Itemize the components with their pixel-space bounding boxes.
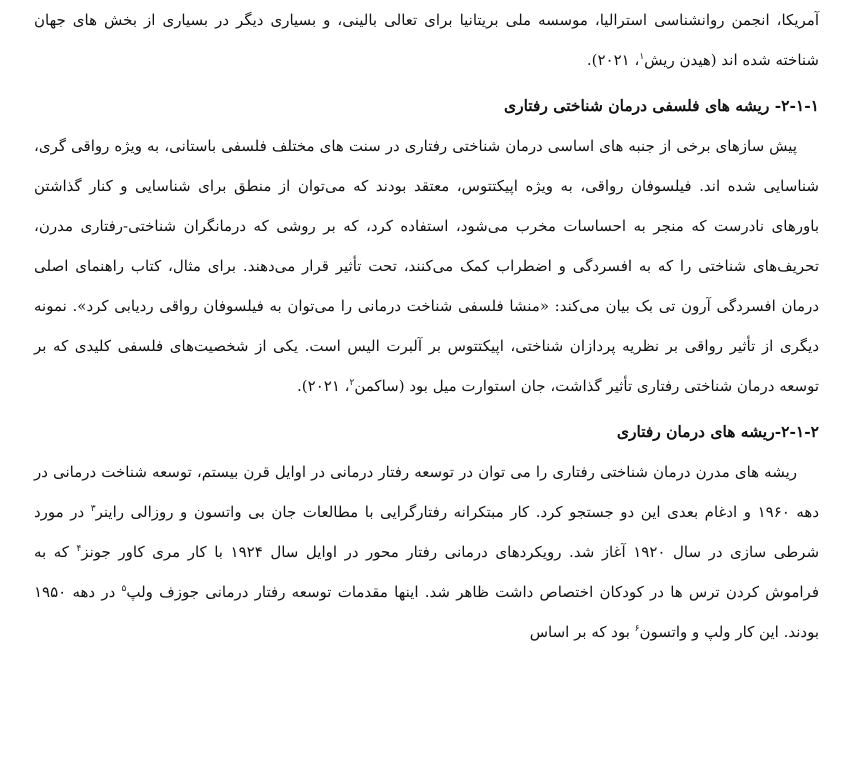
section-heading-philosophical-roots: ۲-۱-۱- ریشه های فلسفی درمان شناختی رفتاری	[503, 96, 819, 115]
behavioral-roots-text-d: در دهه ۱۹۵۰ بودند. این کار ولپ و واتسون	[34, 583, 819, 641]
philosophical-roots-paragraph	[34, 126, 819, 406]
philosophical-roots-citation-end: ، ۲۰۲۱).	[297, 377, 350, 395]
footnote-marker-5: ۵	[121, 584, 127, 594]
footnote-marker-2: ۲	[349, 378, 355, 388]
footnote-marker-4: ۴	[76, 544, 82, 554]
section-heading-behavioral-roots: ۲-۱-۲-ریشه های درمان رفتاری	[616, 422, 819, 441]
behavioral-roots-text-e: بود که بر اساس	[529, 623, 635, 641]
intro-citation-end: ، ۲۰۲۱).	[586, 51, 640, 69]
intro-paragraph	[34, 0, 819, 80]
intro-text: آمریکا، انجمن روانشناسی استرالیا، موسسه ملی بریتانیا برای تعالی بالینی، و بسیاری دیگر در بسیاری از بخش های جهان شناخته شده اند (هیدن ریش	[34, 11, 819, 69]
behavioral-roots-paragraph	[34, 452, 819, 652]
behavioral-roots-text-b: در مورد شرطی سازی در سال ۱۹۲۰ آغاز شد. رویکردهای درمانی رفتار محور در اوایل سال ۱۹۲۴ با کار مری کاور جونز	[34, 503, 820, 561]
footnote-marker-6: ۶	[634, 624, 640, 634]
behavioral-roots-text-a: ریشه های مدرن درمان شناختی رفتاری را می توان در توسعه رفتار درمانی در اوایل قرن بیستم، توسعه شناخت درمانی در دهه ۱۹۶۰ و ادغام بعدی این دو جستجو کرد. کار مبتکرانه رفتارگرایی با مطالعات جان بی واتسون و روزالی راینر	[34, 463, 819, 521]
footnote-marker-1: ۱	[639, 52, 645, 62]
philosophical-roots-text: پیش سازهای برخی از جنبه های اساسی درمان شناختی رفتاری در سنت های مختلف فلسفی باستانی، به ویژه رواقی گری، شناسایی شده اند. فیلسوفان رواقی، به ویژه اپیکتتوس، معتقد بودند که می‌توان از منطق برای شناسایی و کنار گذاشتن باورهای نادرست که منجر به احساسات مخرب می‌شود، استفاده کرد، که بر روشی که درمانگران شناختی-رفتاری مدرن، تحریف‌های شناختی را که به افسردگی و اضطراب کمک می‌کنند، تحت تأثیر قرار می‌دهند. برای مثال، کتاب راهنمای اصلی درمان افسردگی آرون تی بک بیان می‌کند: «منشا فلسفی شناخت درمانی را می‌توان به فیلسوفان رواقی ردیابی کرد». نمونه دیگری از تأثیر رواقی بر نظریه پردازان شناختی، اپیکتتوس بر آلبرت الیس است. یکی از شخصیت‌های فلسفی کلیدی که بر توسعه درمان شناختی رفتاری تأثیر گذاشت، جان استوارت میل بود (ساکمن	[34, 137, 819, 395]
behavioral-roots-text-c: که به فراموش کردن ترس ها در کودکان اختصاص داشت ظاهر شد. اینها مقدمات توسعه رفتار درمانی جوزف ولپ	[34, 543, 819, 601]
footnote-marker-3: ۳	[90, 504, 96, 514]
